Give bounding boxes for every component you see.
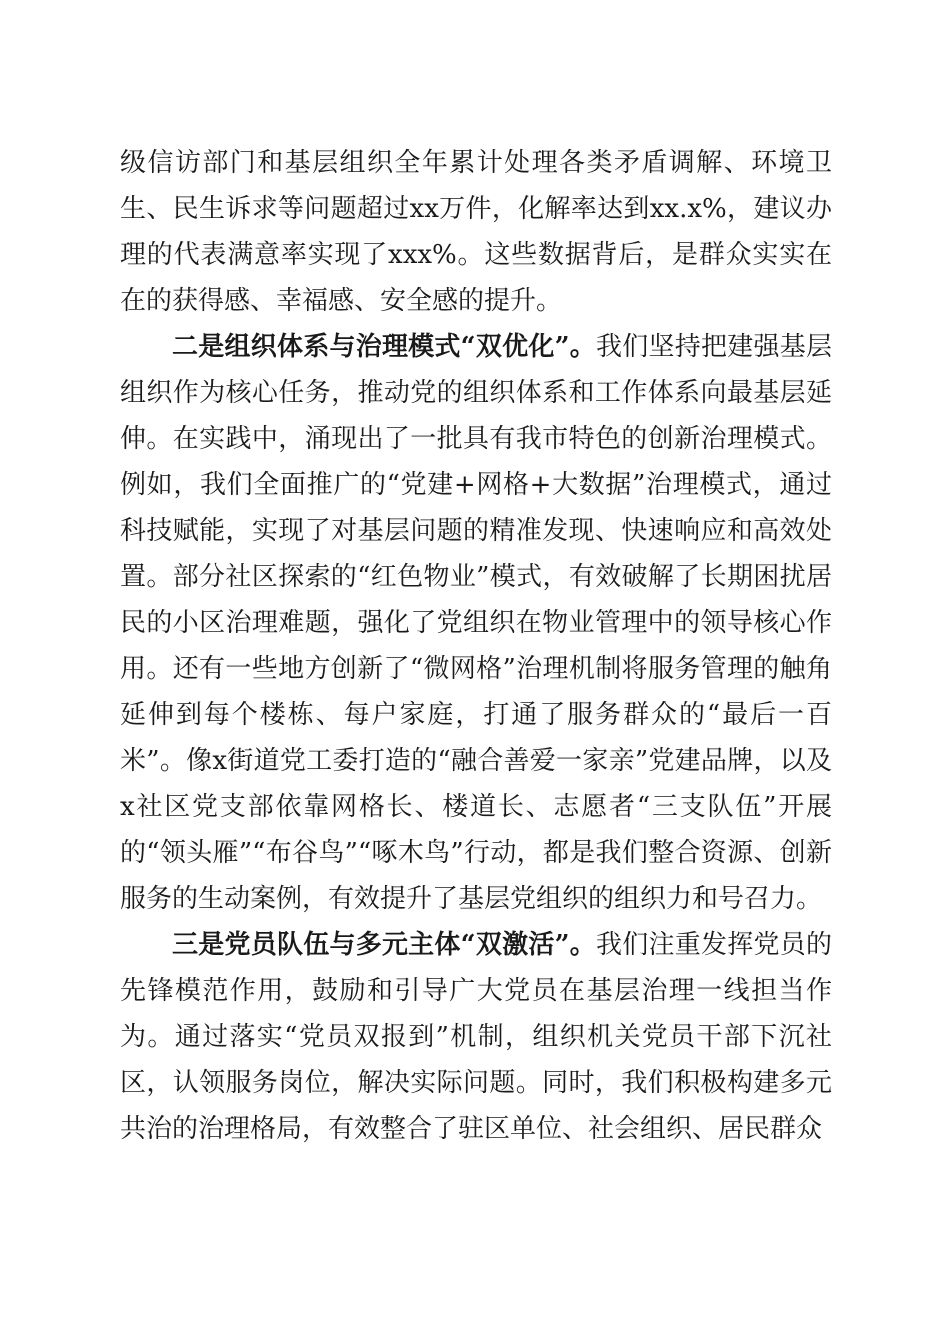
paragraph-text: 我们注重发挥党员的先锋模范作用，鼓励和引导广大党员在基层治理一线担当作为。通过落实“党员双报到”机制，组织机关党员干部下沉社区，认领服务岗位，解决实际问题。同时，我们积极构建多元共治的治理格局，有效整合了驻区单位、社会组织、居民群众	[120, 930, 832, 1144]
paragraph-heading: 二是组织体系与治理模式“双优化”。	[172, 332, 597, 362]
paragraph-dual-optimization	[120, 324, 832, 922]
document-body	[120, 140, 832, 1152]
paragraph-text: 我们坚持把建强基层组织作为核心任务，推动党的组织体系和工作体系向最基层延伸。在实践中，涌现出了一批具有我市特色的创新治理模式。例如，我们全面推广的“党建+网格+大数据”治理模式，通过科技赋能，实现了对基层问题的精准发现、快速响应和高效处置。部分社区探索的“红色物业”模式，有效破解了长期困扰居民的小区治理难题，强化了党组织在物业管理中的领导核心作用。还有一些地方创新了“微网格”治理机制将服务管理的触角延伸到每个楼栋、每户家庭，打通了服务群众的“最后一百米”。像x街道党工委打造的“融合善爱一家亲”党建品牌，以及x社区党支部依靠网格长、楼道长、志愿者“三支队伍”开展的“领头雁”“布谷鸟”“啄木鸟”行动，都是我们整合资源、创新服务的生动案例，有效提升了基层党组织的组织力和号召力。	[120, 332, 832, 914]
paragraph-dual-activation	[120, 922, 832, 1152]
paragraph-heading: 三是党员队伍与多元主体“双激活”。	[172, 930, 597, 960]
paragraph-continuation	[120, 140, 832, 324]
paragraph-text: 级信访部门和基层组织全年累计处理各类矛盾调解、环境卫生、民生诉求等问题超过xx万件，化解率达到xx.x%，建议办理的代表满意率实现了xxx%。这些数据背后，是群众实实在在的获得感、幸福感、安全感的提升。	[120, 148, 832, 316]
